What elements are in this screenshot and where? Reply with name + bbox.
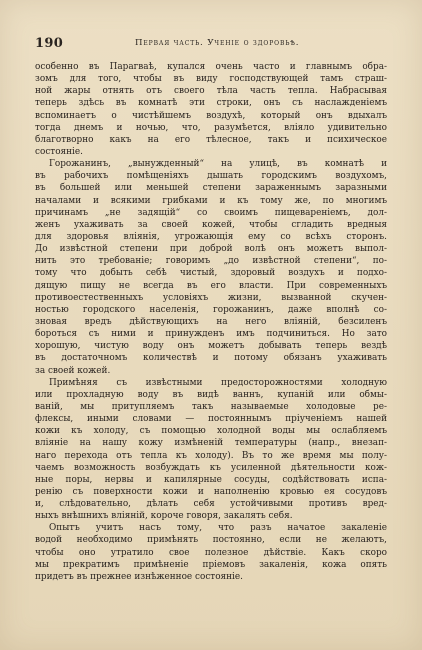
text-line: противоестественныхъ условiяхъ жизни, вызванной скучен- (35, 292, 387, 303)
text-line: зомъ для того, чтобы въ виду господствующей тамъ страш- (35, 74, 387, 85)
text-line: ренiю съ поверхности кожи и наполненiю кровью ея сосудовъ (35, 486, 387, 497)
text-line: въ достаточномъ количествѣ и потому обязанъ ухаживать (35, 353, 387, 364)
page-header (35, 36, 387, 52)
page-number: 190 (35, 36, 64, 51)
text-line: вспоминаетъ о чистѣйшемъ воздухѣ, который онъ вдыхалъ (35, 110, 387, 121)
text-line: Горожанинъ, „вынужденный“ на улицѣ, въ комнатѣ и (49, 159, 387, 170)
text-line: за своей кожей. (35, 365, 111, 376)
text-line: въ большей или меньшей степени зараженнымъ заразными (35, 183, 387, 194)
text-line: чтобы оно утратило свое полезное дѣйствiе. Какъ скоро (35, 547, 387, 558)
text-line: мы прекратимъ примѣненiе прiемовъ закаленiя, кожа опять (35, 559, 387, 570)
text-line: кожи къ холоду, съ помощью холодной воды мы ослабляемъ (35, 426, 387, 437)
text-line: зновая вредъ дѣйствующихъ на него влiянiй, безсиленъ (35, 316, 387, 327)
text-line: дящую пищу не всегда въ его власти. При современныхъ (35, 280, 387, 291)
text-line: нить это требованiе; говоримъ „до извѣстной степени“, по- (35, 256, 387, 267)
text-line: особенно въ Парагваѣ, купался очень часто и главнымъ обра- (35, 62, 387, 72)
text-line: наго перехода отъ тепла къ холоду). Въ то же время мы полу- (35, 450, 387, 461)
text-line: ной жары отнять отъ своего тѣла часть тепла. Набрасывая (35, 86, 387, 97)
text-line: и, слѣдовательно, дѣлать себя устойчивыми противъ вред- (35, 499, 387, 510)
text-line: благотворно какъ на его тѣлесное, такъ и психическое (35, 134, 387, 145)
text-line: женъ ухаживать за своей кожей, чтобы сгладить вредныя (35, 219, 387, 230)
text-line: бороться съ ними и принужденъ имъ подчиниться. Но зато (35, 329, 387, 340)
text-line: флексы, иными словами — постояннымъ прiученiемъ нашей (35, 414, 387, 425)
text-line: Опытъ учитъ насъ тому, что разъ начатое закаленiе (49, 523, 387, 534)
text-line: ностью городского населенiя, горожанинъ, даже вполнѣ со- (35, 304, 387, 315)
text-line: тогда днемъ и ночью, что, разумѣется, влiяло удивительно (35, 122, 387, 133)
text-line: водой необходимо примѣнять постоянно, если не желаютъ, (35, 535, 387, 546)
text-line: теперь здѣсь въ комнатѣ эти строки, онъ съ наслажденiемъ (35, 98, 387, 109)
text-line: До извѣстной степени при доброй волѣ онъ можетъ выпол- (35, 244, 387, 255)
text-line: причинамъ „не задящiй“ со своимъ пищевареніемъ, дол- (35, 207, 387, 218)
text-line: хорошую, чистую воду онъ можетъ добывать теперь вездѣ (35, 341, 387, 352)
text-line: влiянiе на нашу кожу измѣненiй температуры (напр., внезап- (35, 438, 387, 449)
running-title: Первая часть. Ученiе о здоровьѣ. (135, 38, 300, 48)
text-line: ные поры, нервы и капилярные сосуды, содѣйствовать испа- (35, 474, 387, 485)
text-line: для здоровья влiянiя, угрожающiя ему со всѣхъ сторонъ. (35, 231, 387, 242)
text-line: придетъ въ прежнее изнѣженное состоянiе. (35, 571, 243, 582)
text-line: ныхъ внѣшнихъ влiянiй, короче говоря, закалять себя. (35, 511, 293, 522)
text-line: ванiй, мы притупляемъ такъ называемые холодовые ре- (35, 401, 387, 412)
text-line: или прохладную воду въ видѣ ваннъ, купанiй или обмы- (35, 389, 387, 400)
text-line: состоянiе. (35, 146, 83, 157)
text-line: тому что добыть себѣ чистый, здоровый воздухъ и подхо- (35, 268, 387, 279)
body-text (35, 61, 387, 583)
text-line: Примѣняя съ извѣстными предосторожностями холодную (49, 377, 387, 388)
text-line: началами и всякими грибками и къ тому же, по многимъ (35, 195, 387, 206)
text-line: чаемъ возможность возбуждать къ усиленной дѣятельности кож- (35, 462, 387, 473)
text-line: въ рабочихъ помѣщенiяхъ дышать городскимъ воздухомъ, (35, 171, 387, 182)
